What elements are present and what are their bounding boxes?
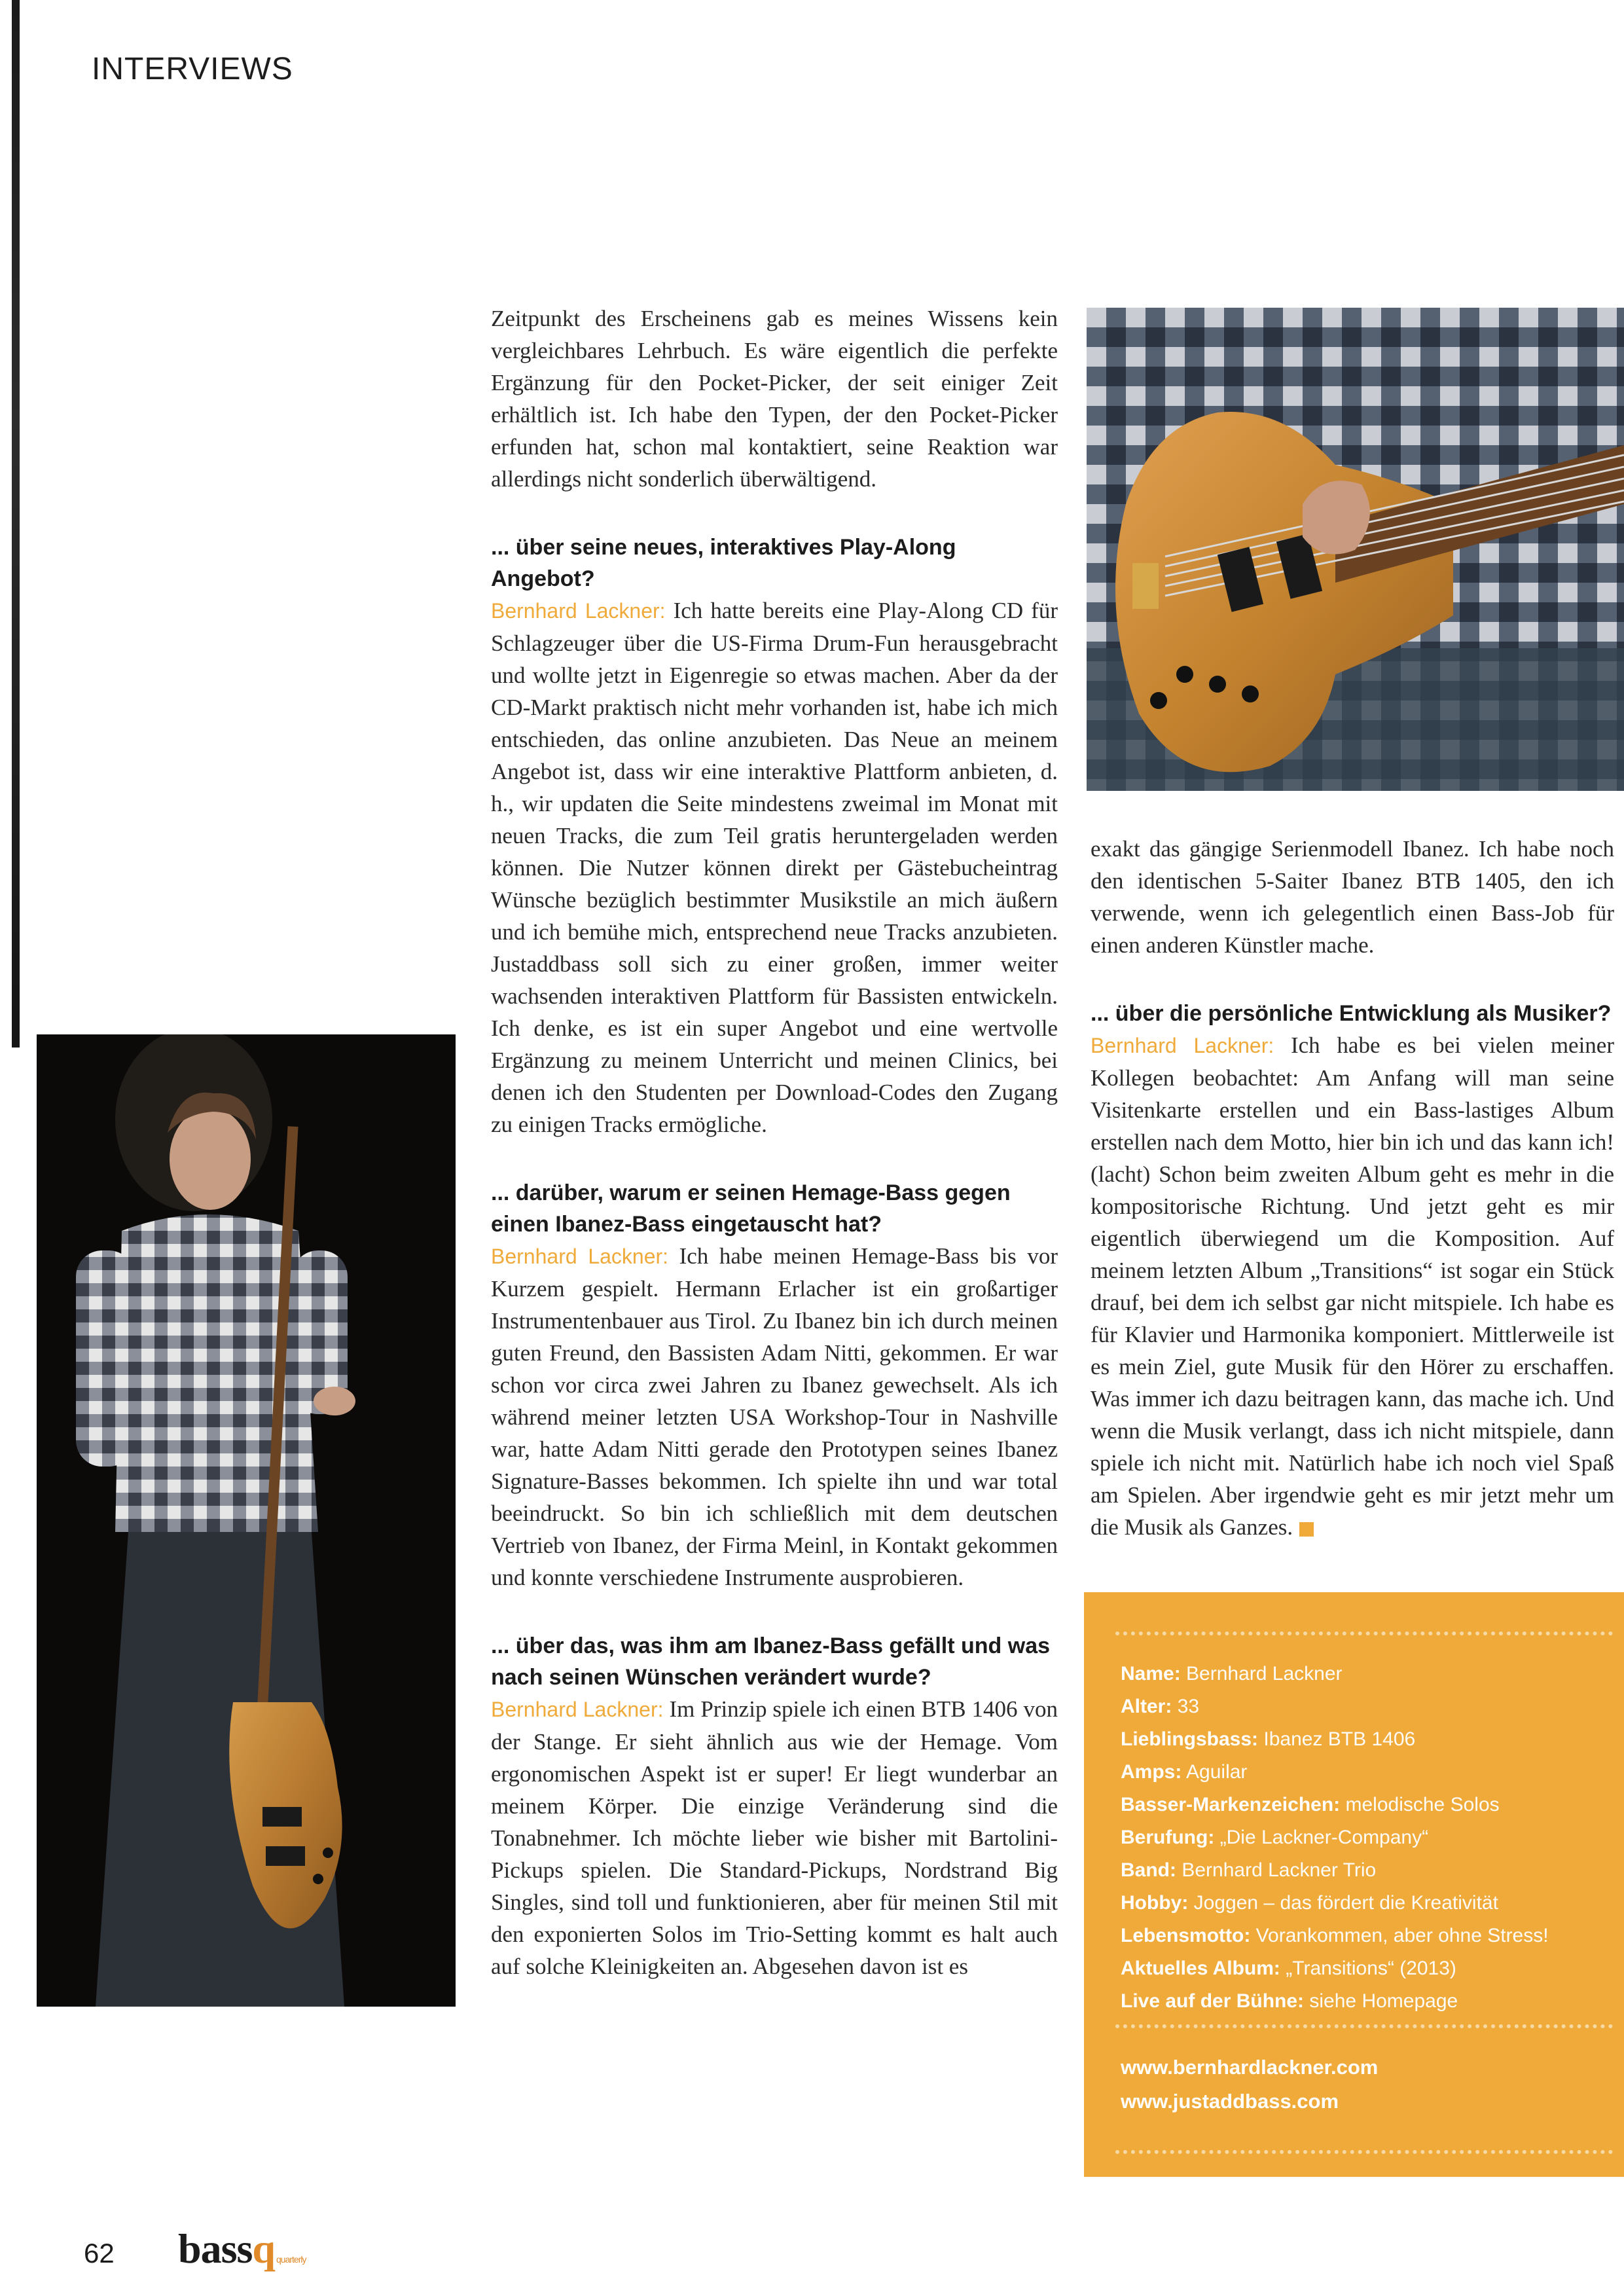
fact-key: Lebensmotto: bbox=[1121, 1925, 1251, 1946]
question-heading: ... über die persönliche Entwicklung als Musiker? bbox=[1091, 1001, 1612, 1026]
fact-row bbox=[1121, 1887, 1549, 1920]
fact-key: Band: bbox=[1121, 1859, 1176, 1881]
fact-row bbox=[1121, 1690, 1549, 1723]
fact-key: Alter: bbox=[1121, 1696, 1172, 1717]
speaker-label: Bernhard Lackner: bbox=[491, 1245, 669, 1268]
text-column-right bbox=[1091, 833, 1614, 1543]
fact-value: 33 bbox=[1177, 1696, 1200, 1717]
fact-key: Hobby: bbox=[1121, 1892, 1189, 1914]
fact-row bbox=[1121, 1985, 1549, 2018]
fact-row bbox=[1121, 1756, 1549, 1789]
text-column-left bbox=[491, 302, 1058, 1982]
dotted-divider bbox=[1115, 1631, 1613, 1635]
question-heading: ... über seine neues, interaktives Play-Along Angebot? bbox=[491, 535, 956, 591]
website-link[interactable]: www.justaddbass.com bbox=[1121, 2090, 1339, 2113]
fact-row bbox=[1121, 1658, 1549, 1690]
fact-key: Berufung: bbox=[1121, 1827, 1215, 1848]
binding-edge bbox=[12, 0, 20, 1048]
dotted-divider bbox=[1115, 2024, 1613, 2028]
fact-value: Vorankommen, aber ohne Stress! bbox=[1255, 1925, 1549, 1946]
fact-key: Aktuelles Album: bbox=[1121, 1958, 1280, 1979]
fact-value: Ibanez BTB 1406 bbox=[1263, 1728, 1416, 1750]
speaker-label: Bernhard Lackner: bbox=[491, 599, 666, 623]
fact-row bbox=[1121, 1854, 1549, 1887]
fact-value: Aguilar bbox=[1186, 1761, 1248, 1783]
fact-key: Live auf der Bühne: bbox=[1121, 1990, 1305, 2012]
fact-row bbox=[1121, 1952, 1549, 1985]
fact-value: Bernhard Lackner bbox=[1186, 1663, 1343, 1685]
answer-text: Ich habe meinen Hemage-Bass bis vor Kurzem gespielt. Hermann Erlacher ist ein großartiger Instrumentenbauer aus Tirol. Zu Ibanez bin ich durch meinen guten Freund, den Bassisten Adam Nitti, gekommen. Er war schon vor circa zwei Jahren zu Ibanez gewechselt. Als ich während meiner letzten USA Workshop-Tour in Nashville war, hatte Adam Nitti gerade den Prototypen seines Ibanez Signature-Basses bekommen. Ich spielte ihn und war total beeindruckt. So bin ich schließlich mit dem deutschen Vertrieb von Ibanez, der Firma Meinl, in Kontakt gekommen und konnte verschiedene Instrumente ausprobieren. bbox=[491, 1243, 1058, 1590]
fact-row bbox=[1121, 1789, 1549, 1821]
logo-q: q bbox=[252, 2225, 275, 2272]
logo-main: bass bbox=[178, 2225, 253, 2272]
fact-value: „Transitions“ (2013) bbox=[1286, 1958, 1456, 1979]
bass-closeup-photo bbox=[1087, 308, 1624, 791]
fact-list bbox=[1121, 1658, 1549, 2018]
fact-value: melodische Solos bbox=[1345, 1794, 1500, 1815]
intro-paragraph: Zeitpunkt des Erscheinens gab es meines Wissens kein vergleichbares Lehrbuch. Es wäre eigentlich die perfekte Ergänzung für den Pocket-Picker, der seit einiger Zeit erhältlich ist. Ich habe den Typen, der den Pocket-Picker erfunden hat, schon mal kontaktiert, seine Reaktion war allerdings nicht sonderlich überwältigend. bbox=[491, 306, 1058, 492]
fact-row bbox=[1121, 1821, 1549, 1854]
fact-key: Name: bbox=[1121, 1663, 1181, 1685]
continued-paragraph: exakt das gängige Serienmodell Ibanez. Ich habe noch den identischen 5-Saiter Ibanez BTB 1405, den ich verwende, wenn ich gelegentlich einen Bass-Job für einen anderen Künstler mache. bbox=[1091, 836, 1614, 958]
website-links bbox=[1121, 2050, 1378, 2119]
dotted-divider bbox=[1115, 2150, 1613, 2154]
fact-box bbox=[1084, 1592, 1624, 2177]
fact-value: „Die Lackner-Company“ bbox=[1219, 1827, 1429, 1848]
fact-row bbox=[1121, 1723, 1549, 1756]
question-heading: ... über das, was ihm am Ibanez-Bass gefällt und was nach seinen Wünschen verändert wurde? bbox=[491, 1633, 1051, 1690]
logo-sub: quarterly bbox=[276, 2254, 306, 2265]
fact-key: Lieblingsbass: bbox=[1121, 1728, 1259, 1750]
answer-paragraph bbox=[1091, 1029, 1614, 1543]
fact-row bbox=[1121, 1920, 1549, 1952]
page-number: 62 bbox=[84, 2238, 115, 2269]
fact-value: Bernhard Lackner Trio bbox=[1182, 1859, 1377, 1881]
answer-text: Ich habe es bei vielen meiner Kollegen beobachtet: Am Anfang will man seine Visitenkarte erstellen und ein Bass-lastiges Album erstellen nach dem Motto, hier bin ich und das kann ich! (lacht) Schon beim zweiten Album geht es mehr in die kompositorische Richtung. Und jetzt geht es mir eigentlich überwiegend um die Komposition. Auf meinem letzten Album „Transitions“ ist sogar ein Stück drauf, bei dem ich selbst gar nicht mitspiele. Ich habe es für Klavier und Harmonika komponiert. Mittlerweile ist es mein Ziel, gute Musik für den Hörer zu erschaffen. Was immer ich dazu beitragen kann, das mache ich. Und wenn die Musik verlangt, dass ich nicht mitspiele, dann spiele ich nicht mit. Natürlich habe ich noch viel Spaß am Spielen. Aber irgendwie geht es mir jetzt mehr um die Musik als Ganzes. bbox=[1091, 1032, 1614, 1540]
portrait-photo bbox=[37, 1034, 456, 2007]
fact-value: Joggen – das fördert die Kreativität bbox=[1193, 1892, 1498, 1914]
magazine-logo bbox=[178, 2225, 306, 2273]
answer-paragraph bbox=[491, 1240, 1058, 1594]
fact-key: Amps: bbox=[1121, 1761, 1182, 1783]
answer-text: Im Prinzip spiele ich einen BTB 1406 von der Stange. Er sieht ähnlich aus wie der Hemage. Vom ergonomischen Aspekt ist er super! Er liegt wunderbar an meinem Körper. Die einzige Veränderung sind die Tonabnehmer. Ich möchte lieber wie bisher mit Bartolini-Pickups spielen. Die Standard-Pickups, Nordstrand Big Singles, sind toll und funktionieren, aber für meinen Stil mit den exponierten Solos im Trio-Setting kommt es halt auch auf solche Kleinigkeiten an. Abgesehen davon ist es bbox=[491, 1696, 1058, 1979]
question-heading: ... darüber, warum er seinen Hemage-Bass gegen einen Ibanez-Bass eingetauscht hat? bbox=[491, 1180, 1011, 1237]
fact-value: siehe Homepage bbox=[1309, 1990, 1458, 2012]
end-mark-icon bbox=[1299, 1522, 1314, 1537]
section-label: INTERVIEWS bbox=[92, 52, 293, 86]
speaker-label: Bernhard Lackner: bbox=[491, 1698, 664, 1721]
speaker-label: Bernhard Lackner: bbox=[1091, 1034, 1274, 1057]
answer-paragraph bbox=[491, 594, 1058, 1140]
answer-text: Ich hatte bereits eine Play-Along CD für Schlagzeuger über die US-Firma Drum-Fun herausgebracht und wollte jetzt in Eigenregie so etwas machen. Aber da der CD-Markt praktisch nicht mehr vorhanden ist, habe ich mich entschieden, das online anzubieten. Das Neue an meinem Angebot ist, dass wir eine interaktive Plattform anbieten, d. h., wir updaten die Seite mindestens zweimal im Monat mit neuen Tracks, die zum Teil gratis heruntergeladen werden können. Die Nutzer können direkt per Gästebucheintrag Wünsche bezüglich bestimmter Musikstile an mich äußern und ich bemühe mich, entsprechend neue Tracks anzubieten. Justaddbass soll sich zu einer großen, immer weiter wachsenden interaktiven Plattform für Bassisten entwickeln. Ich denke, es ist ein super Angebot und eine wertvolle Ergänzung zu meinem Unterricht und meinen Clinics, bei denen ich den Studenten per Download-Codes den Zugang zu einigen Tracks ermögliche. bbox=[491, 598, 1058, 1137]
fact-key: Basser-Markenzeichen: bbox=[1121, 1794, 1341, 1815]
answer-paragraph bbox=[491, 1693, 1058, 1982]
website-link[interactable]: www.bernhardlackner.com bbox=[1121, 2056, 1379, 2079]
